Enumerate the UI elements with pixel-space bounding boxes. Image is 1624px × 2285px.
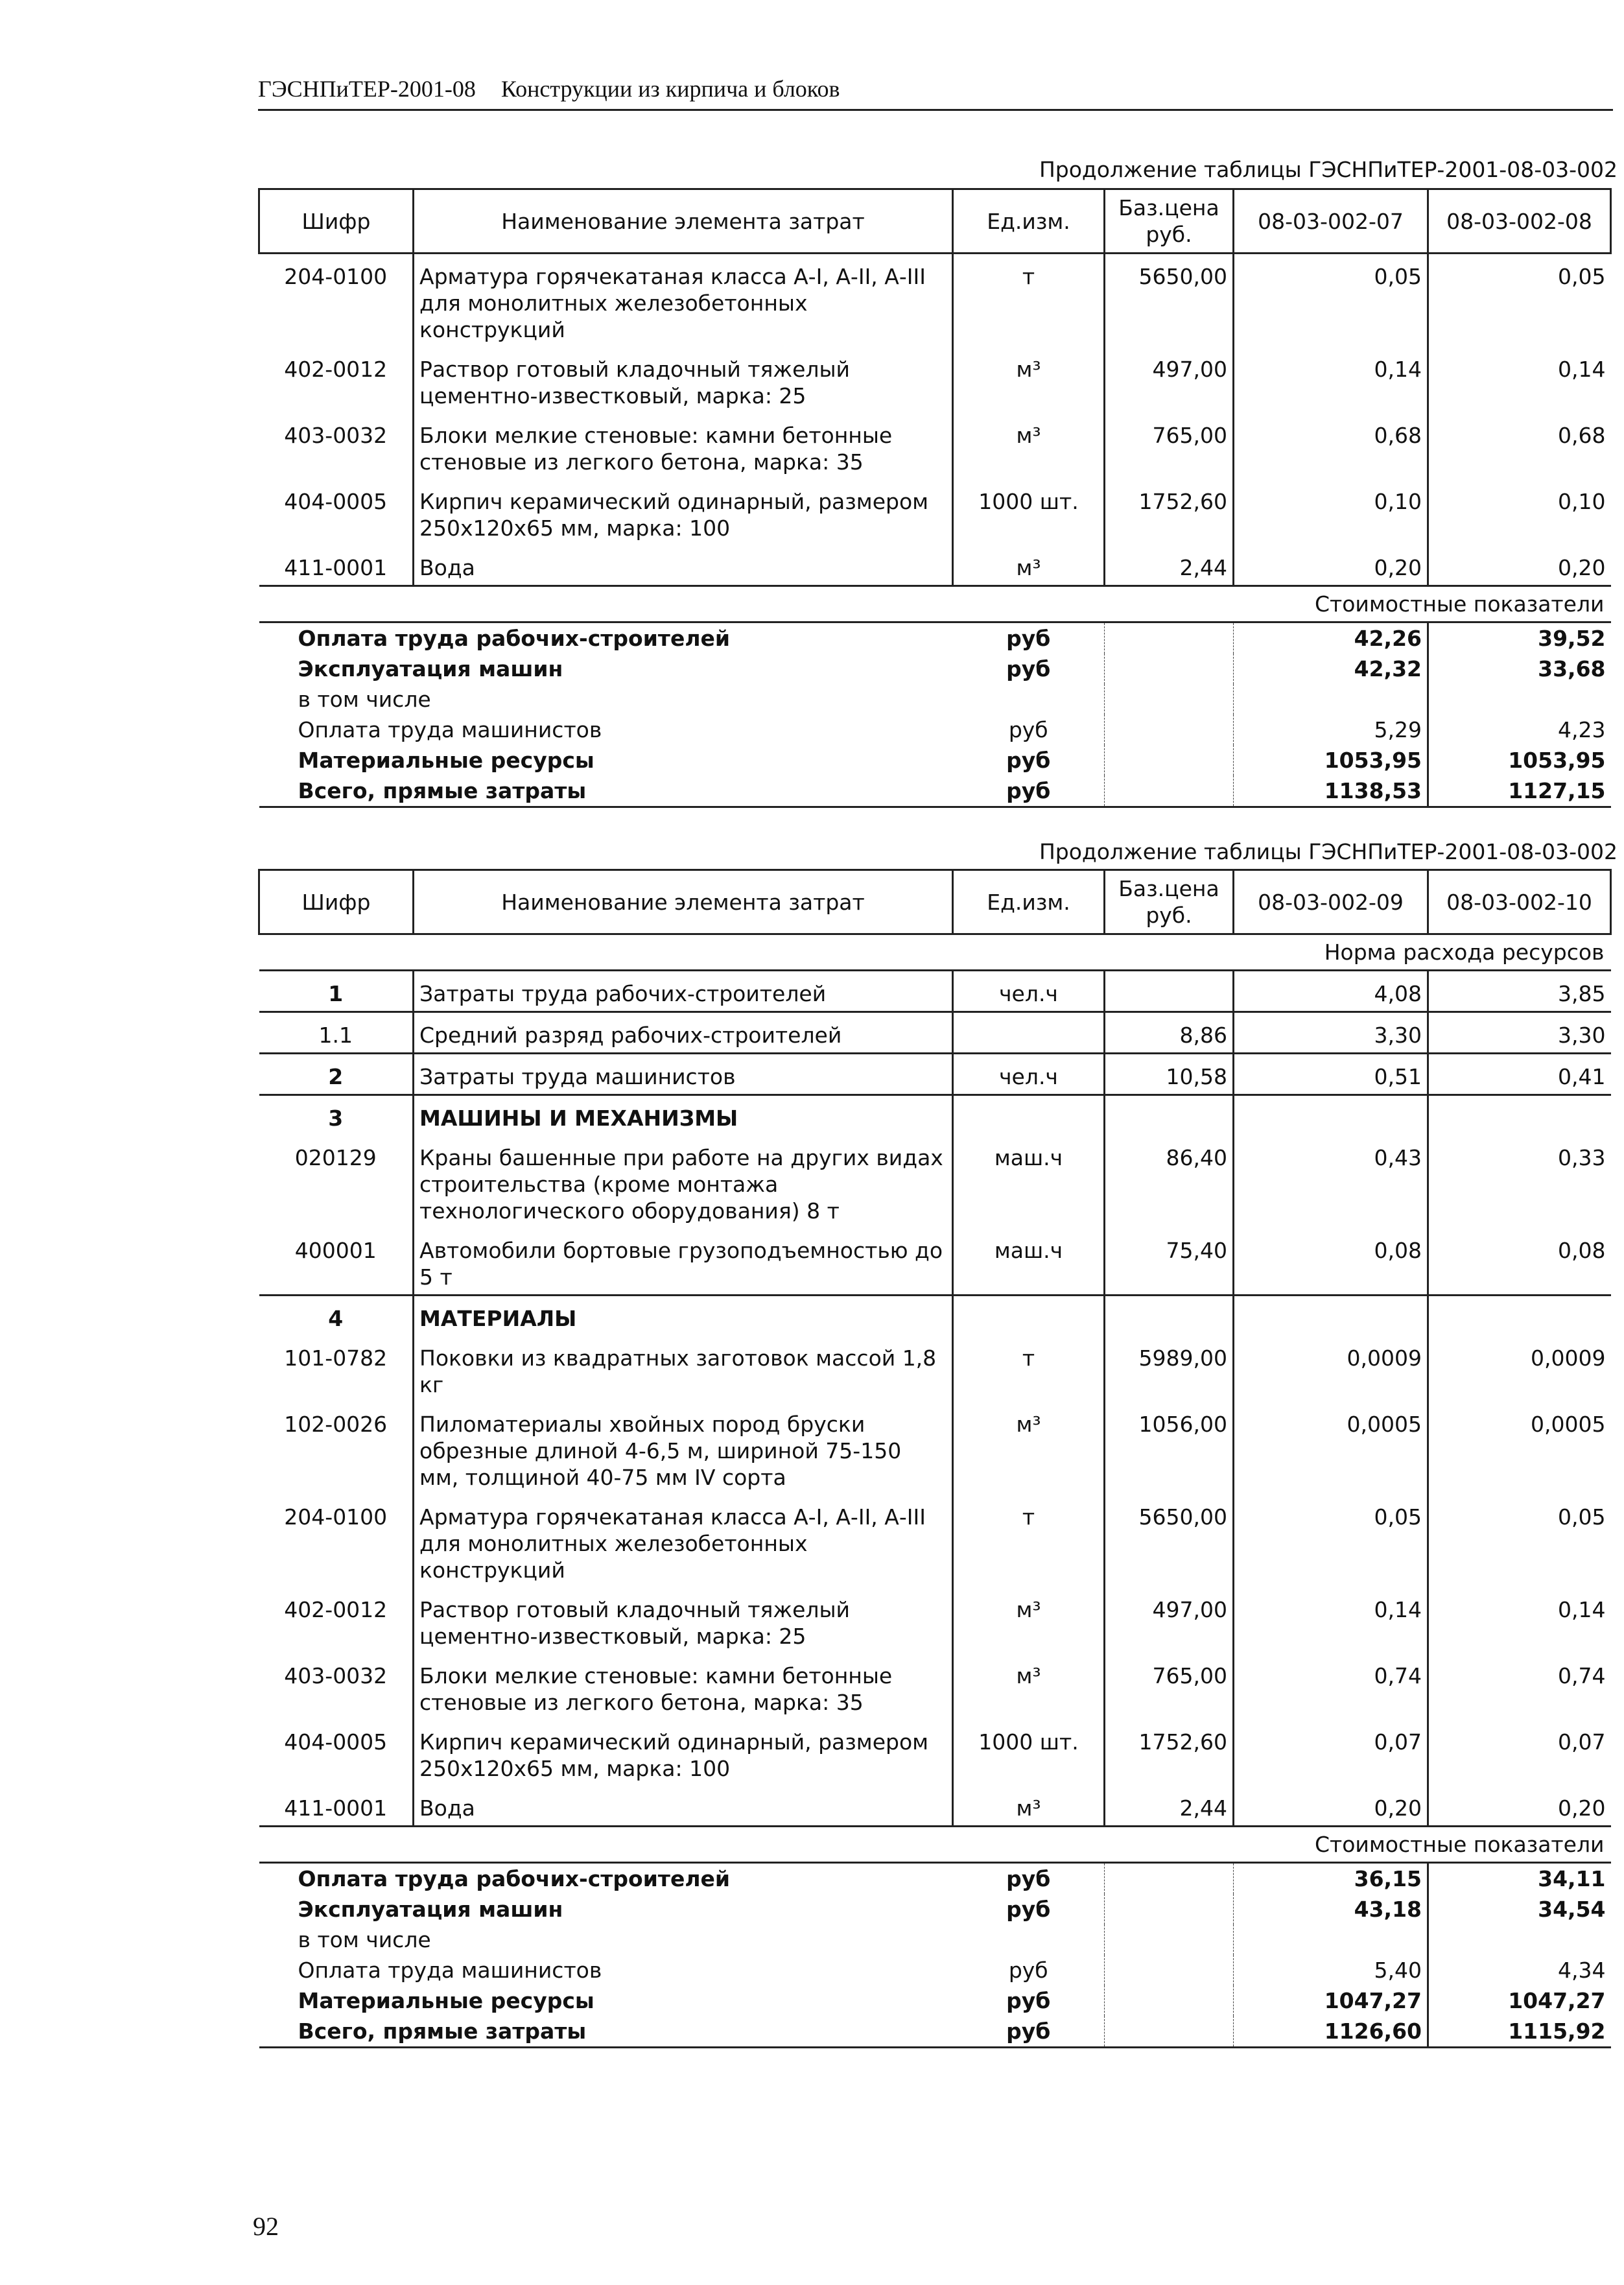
materials-section-title: МАТЕРИАЛЫ xyxy=(414,1296,953,1336)
machines-section-empty-v2 xyxy=(1428,1095,1611,1136)
resource-code: 403-0032 xyxy=(259,413,414,479)
resource-code: 102-0026 xyxy=(259,1402,414,1495)
resource-price: 1752,60 xyxy=(1105,1720,1234,1786)
resource-price: 10,58 xyxy=(1105,1054,1234,1095)
cost-col2: 33,68 xyxy=(1538,656,1606,681)
value-col2: 3,85 xyxy=(1428,971,1611,1012)
table-row xyxy=(259,1653,1611,1720)
cost-col2 xyxy=(1428,684,1611,715)
resource-name: Краны башенные при работе на других видах строительства (кроме монтажа технологического оборудования) 8 т xyxy=(414,1135,953,1228)
table-row xyxy=(259,1402,1611,1495)
cost-col2: 34,11 xyxy=(1538,1866,1606,1891)
header-col1: 08-03-002-07 xyxy=(1234,189,1428,254)
header-col2: 08-03-002-10 xyxy=(1428,870,1611,934)
resource-name: Затраты труда рабочих-строителей xyxy=(414,971,953,1012)
value-col1: 0,68 xyxy=(1234,413,1428,479)
norm-band xyxy=(259,934,1611,971)
table1-caption: Продолжение таблицы ГЭСНПиТЕР-2001-08-03-002 xyxy=(1039,157,1618,182)
cost-label: Всего, прямые затраты xyxy=(259,2016,953,2048)
resource-name: Раствор готовый кладочный тяжелый цементно-известковый, марка: 25 xyxy=(414,347,953,413)
resource-unit: м³ xyxy=(953,1402,1105,1495)
value-col1: 3,30 xyxy=(1234,1012,1428,1054)
table-row xyxy=(259,254,1611,348)
value-col2: 0,33 xyxy=(1558,1145,1606,1170)
running-head-title: Конструкции из кирпича и блоков xyxy=(500,76,840,102)
resource-price: 497,00 xyxy=(1105,1587,1234,1653)
value-col1: 0,14 xyxy=(1234,347,1428,413)
machines-section-title: МАШИНЫ И МЕХАНИЗМЫ xyxy=(414,1095,953,1136)
resource-name: Средний разряд рабочих-строителей xyxy=(414,1012,953,1054)
table-row xyxy=(259,347,1611,413)
materials-section-empty-v1 xyxy=(1234,1296,1428,1336)
resource-price xyxy=(1105,971,1234,1012)
cost-row xyxy=(259,1863,1611,1895)
resource-name: Блоки мелкие стеновые: камни бетонные стеновые из легкого бетона, марка: 35 xyxy=(414,1653,953,1720)
cost-unit: руб xyxy=(953,1985,1105,2016)
table-row xyxy=(259,1054,1611,1095)
table-row xyxy=(259,1012,1611,1054)
cost-price-empty xyxy=(1105,1894,1234,1924)
resource-price: 5989,00 xyxy=(1105,1336,1234,1402)
resource-price: 86,40 xyxy=(1105,1135,1234,1228)
cost-col2: 1127,15 xyxy=(1428,775,1611,807)
resource-unit: 1000 шт. xyxy=(953,479,1105,545)
value-col1: 0,08 xyxy=(1234,1228,1428,1296)
resource-unit: м³ xyxy=(953,347,1105,413)
resource-unit: маш.ч xyxy=(953,1228,1105,1296)
cost-unit xyxy=(953,684,1105,715)
cost-col1: 36,15 xyxy=(1234,1863,1428,1895)
resource-unit: чел.ч xyxy=(953,1054,1105,1095)
header-price: Баз.цена руб. xyxy=(1105,189,1234,254)
cost-label: Оплата труда машинистов xyxy=(298,717,602,742)
cost-row xyxy=(259,1924,1611,1955)
value-col1: 0,20 xyxy=(1234,545,1428,586)
resource-unit: 1000 шт. xyxy=(953,1720,1105,1786)
table-row xyxy=(259,1587,1611,1653)
cost-row xyxy=(259,622,1611,654)
table-row xyxy=(259,545,1611,586)
cost-unit: руб xyxy=(953,654,1105,684)
resource-price: 5650,00 xyxy=(1105,254,1234,348)
resource-code: 411-0001 xyxy=(259,1786,414,1827)
resource-unit xyxy=(953,1012,1105,1054)
materials-section-empty-price xyxy=(1105,1296,1234,1336)
norm-band-label: Норма расхода ресурсов xyxy=(259,934,1611,971)
cost-col2 xyxy=(1428,1924,1611,1955)
cost-col1: 5,40 xyxy=(1234,1955,1428,1985)
resource-unit: м³ xyxy=(953,1587,1105,1653)
cost-label: Оплата труда рабочих-строителей xyxy=(298,1866,730,1891)
cost-label: Всего, прямые затраты xyxy=(259,775,953,807)
cost-col1 xyxy=(1234,1924,1428,1955)
resource-name: Кирпич керамический одинарный, размером 250х120х65 мм, марка: 100 xyxy=(414,1720,953,1786)
cost-label: Оплата труда рабочих-строителей xyxy=(298,626,730,651)
resource-name: Автомобили бортовые грузоподъемностью до 5 т xyxy=(414,1228,953,1296)
cost-price-empty xyxy=(1105,1924,1234,1955)
cost-price-empty xyxy=(1105,715,1234,745)
running-head-code: ГЭСНПиТЕР-2001-08 xyxy=(258,76,476,102)
resource-unit: т xyxy=(953,254,1105,348)
resource-price: 8,86 xyxy=(1105,1012,1234,1054)
header-col1: 08-03-002-09 xyxy=(1234,870,1428,934)
cost-row xyxy=(259,1894,1611,1924)
cost-col2: 1053,95 xyxy=(1508,748,1606,773)
value-col1: 0,43 xyxy=(1234,1135,1428,1228)
cost-price-empty xyxy=(1105,622,1234,654)
table-row xyxy=(259,1720,1611,1786)
value-col1: 0,10 xyxy=(1234,479,1428,545)
cost-unit: руб xyxy=(953,2016,1105,2048)
value-col2: 0,10 xyxy=(1558,489,1606,514)
cost-price-empty xyxy=(1105,745,1234,775)
table-row xyxy=(259,971,1611,1012)
table2 xyxy=(258,869,1612,2048)
table1 xyxy=(258,188,1612,808)
machines-section-empty-unit xyxy=(953,1095,1105,1136)
cost-col2: 34,54 xyxy=(1538,1897,1606,1922)
resource-unit: чел.ч xyxy=(953,971,1105,1012)
cost-unit: руб xyxy=(953,1863,1105,1895)
cost-band xyxy=(259,1827,1611,1863)
value-col2: 0,68 xyxy=(1558,423,1606,448)
resource-price: 497,00 xyxy=(1105,347,1234,413)
header-unit: Ед.изм. xyxy=(953,870,1105,934)
resource-price: 765,00 xyxy=(1105,413,1234,479)
resource-price: 1752,60 xyxy=(1105,479,1234,545)
table1-header xyxy=(259,189,1611,254)
cost-band-label: Стоимостные показатели xyxy=(259,586,1611,622)
value-col2: 0,0009 xyxy=(1531,1345,1606,1371)
value-col1: 0,07 xyxy=(1234,1720,1428,1786)
table-row xyxy=(259,1786,1611,1827)
value-col2: 0,20 xyxy=(1558,1795,1606,1821)
resource-unit: м³ xyxy=(953,1653,1105,1720)
header-col2: 08-03-002-08 xyxy=(1428,189,1611,254)
resource-code: 400001 xyxy=(259,1228,414,1296)
value-col1: 0,0005 xyxy=(1234,1402,1428,1495)
resource-price: 2,44 xyxy=(1105,545,1234,586)
table-row xyxy=(259,1228,1611,1296)
cost-row xyxy=(259,2016,1611,2048)
materials-section-empty-v2 xyxy=(1428,1296,1611,1336)
value-col1: 0,74 xyxy=(1234,1653,1428,1720)
value-col2: 0,07 xyxy=(1558,1729,1606,1755)
resource-price: 765,00 xyxy=(1105,1653,1234,1720)
resource-code: 020129 xyxy=(259,1135,414,1228)
value-col1: 0,0009 xyxy=(1234,1336,1428,1402)
resource-unit: м³ xyxy=(953,413,1105,479)
value-col2: 3,30 xyxy=(1428,1012,1611,1054)
cost-unit: руб xyxy=(953,1955,1105,1985)
resource-code: 1.1 xyxy=(259,1012,414,1054)
cost-unit: руб xyxy=(953,775,1105,807)
value-col2: 0,08 xyxy=(1558,1238,1606,1263)
value-col1: 0,05 xyxy=(1234,254,1428,348)
resource-price: 2,44 xyxy=(1105,1786,1234,1827)
table-row xyxy=(259,479,1611,545)
resource-unit: м³ xyxy=(953,1786,1105,1827)
running-head xyxy=(258,73,1613,111)
resource-unit: т xyxy=(953,1495,1105,1587)
machines-section-code: 3 xyxy=(259,1095,414,1136)
resource-code: 101-0782 xyxy=(259,1336,414,1402)
resource-code: 403-0032 xyxy=(259,1653,414,1720)
cost-col1: 43,18 xyxy=(1234,1894,1428,1924)
cost-col1: 1047,27 xyxy=(1234,1985,1428,2016)
resource-name: Арматура горячекатаная класса А-I, А-II, А-III для монолитных железобетонных конструкций xyxy=(414,1495,953,1587)
resource-unit: маш.ч xyxy=(953,1135,1105,1228)
header-code: Шифр xyxy=(259,870,414,934)
table-row xyxy=(259,1495,1611,1587)
value-col1: 0,14 xyxy=(1234,1587,1428,1653)
resource-price: 1056,00 xyxy=(1105,1402,1234,1495)
resource-price: 75,40 xyxy=(1105,1228,1234,1296)
value-col1: 0,51 xyxy=(1234,1054,1428,1095)
cost-label: Материальные ресурсы xyxy=(298,748,594,773)
resource-code: 402-0012 xyxy=(259,1587,414,1653)
resource-name: Блоки мелкие стеновые: камни бетонные стеновые из легкого бетона, марка: 35 xyxy=(414,413,953,479)
cost-col1: 42,26 xyxy=(1234,622,1428,654)
cost-unit: руб xyxy=(953,715,1105,745)
cost-row xyxy=(259,775,1611,807)
table-row xyxy=(259,1135,1611,1228)
resource-name: Пиломатериалы хвойных пород бруски обрезные длиной 4-6,5 м, шириной 75-150 мм, толщиной 40-75 мм IV сорта xyxy=(414,1402,953,1495)
machines-section-empty-price xyxy=(1105,1095,1234,1136)
cost-col2: 4,34 xyxy=(1558,1958,1606,1983)
resource-name: Затраты труда машинистов xyxy=(414,1054,953,1095)
cost-price-empty xyxy=(1105,1863,1234,1895)
cost-label: в том числе xyxy=(298,687,431,712)
cost-label: в том числе xyxy=(298,1927,431,1952)
resource-name: Арматура горячекатаная класса А-I, А-II, А-III для монолитных железобетонных конструкций xyxy=(414,254,953,348)
page-number: 92 xyxy=(253,2212,279,2241)
cost-col1: 5,29 xyxy=(1234,715,1428,745)
cost-label: Материальные ресурсы xyxy=(298,1988,594,2013)
value-col2: 0,14 xyxy=(1558,1597,1606,1622)
resource-code: 411-0001 xyxy=(259,545,414,586)
value-col2: 0,14 xyxy=(1558,357,1606,382)
resource-code: 404-0005 xyxy=(259,1720,414,1786)
resource-name: Вода xyxy=(414,1786,953,1827)
cost-col1: 1053,95 xyxy=(1234,745,1428,775)
resource-unit: м³ xyxy=(953,545,1105,586)
resource-name: Кирпич керамический одинарный, размером 250х120х65 мм, марка: 100 xyxy=(414,479,953,545)
materials-section-empty-unit xyxy=(953,1296,1105,1336)
value-col2: 0,05 xyxy=(1558,264,1606,289)
cost-price-empty xyxy=(1105,1985,1234,2016)
cost-col1 xyxy=(1234,684,1428,715)
cost-row xyxy=(259,1955,1611,1985)
cost-col2: 1047,27 xyxy=(1508,1988,1606,2013)
cost-col2: 39,52 xyxy=(1538,626,1606,651)
table2-header xyxy=(259,870,1611,934)
cost-row xyxy=(259,1985,1611,2016)
value-col2: 0,74 xyxy=(1558,1663,1606,1688)
cost-unit xyxy=(953,1924,1105,1955)
cost-band xyxy=(259,586,1611,622)
cost-price-empty xyxy=(1105,654,1234,684)
cost-band-label: Стоимостные показатели xyxy=(259,1827,1611,1863)
cost-label: Оплата труда машинистов xyxy=(298,1958,602,1983)
resource-price: 5650,00 xyxy=(1105,1495,1234,1587)
cost-price-empty xyxy=(1105,684,1234,715)
cost-col2: 4,23 xyxy=(1558,717,1606,742)
cost-row xyxy=(259,654,1611,684)
cost-col2: 1115,92 xyxy=(1428,2016,1611,2048)
resource-code: 402-0012 xyxy=(259,347,414,413)
cost-col1: 1138,53 xyxy=(1234,775,1428,807)
cost-col1: 1126,60 xyxy=(1234,2016,1428,2048)
materials-section-code: 4 xyxy=(259,1296,414,1336)
table-row xyxy=(259,413,1611,479)
header-price: Баз.цена руб. xyxy=(1105,870,1234,934)
cost-col1: 42,32 xyxy=(1234,654,1428,684)
value-col2: 0,0005 xyxy=(1531,1412,1606,1437)
materials-section xyxy=(259,1296,1611,1336)
resource-name: Вода xyxy=(414,545,953,586)
resource-code: 204-0100 xyxy=(259,254,414,348)
resource-name: Поковки из квадратных заготовок массой 1,8 кг xyxy=(414,1336,953,1402)
resource-code: 1 xyxy=(259,971,414,1012)
header-code: Шифр xyxy=(259,189,414,254)
cost-price-empty xyxy=(1105,775,1234,807)
cost-row xyxy=(259,715,1611,745)
cost-unit: руб xyxy=(953,1894,1105,1924)
header-name: Наименование элемента затрат xyxy=(414,189,953,254)
cost-row xyxy=(259,684,1611,715)
cost-row xyxy=(259,745,1611,775)
header-unit: Ед.изм. xyxy=(953,189,1105,254)
value-col2: 0,05 xyxy=(1558,1504,1606,1530)
header-name: Наименование элемента затрат xyxy=(414,870,953,934)
resource-unit: т xyxy=(953,1336,1105,1402)
table-row xyxy=(259,1336,1611,1402)
value-col1: 4,08 xyxy=(1234,971,1428,1012)
cost-unit: руб xyxy=(953,745,1105,775)
machines-section xyxy=(259,1095,1611,1136)
cost-unit: руб xyxy=(953,622,1105,654)
value-col1: 0,20 xyxy=(1234,1786,1428,1827)
value-col2: 0,41 xyxy=(1428,1054,1611,1095)
cost-label: Эксплуатация машин xyxy=(298,1897,563,1922)
resource-code: 204-0100 xyxy=(259,1495,414,1587)
table2-caption: Продолжение таблицы ГЭСНПиТЕР-2001-08-03-002 xyxy=(1039,839,1618,864)
value-col1: 0,05 xyxy=(1234,1495,1428,1587)
resource-name: Раствор готовый кладочный тяжелый цементно-известковый, марка: 25 xyxy=(414,1587,953,1653)
machines-section-empty-v1 xyxy=(1234,1095,1428,1136)
cost-price-empty xyxy=(1105,1955,1234,1985)
cost-label: Эксплуатация машин xyxy=(298,656,563,681)
resource-code: 404-0005 xyxy=(259,479,414,545)
cost-price-empty xyxy=(1105,2016,1234,2048)
value-col2: 0,20 xyxy=(1558,555,1606,580)
resource-code: 2 xyxy=(259,1054,414,1095)
